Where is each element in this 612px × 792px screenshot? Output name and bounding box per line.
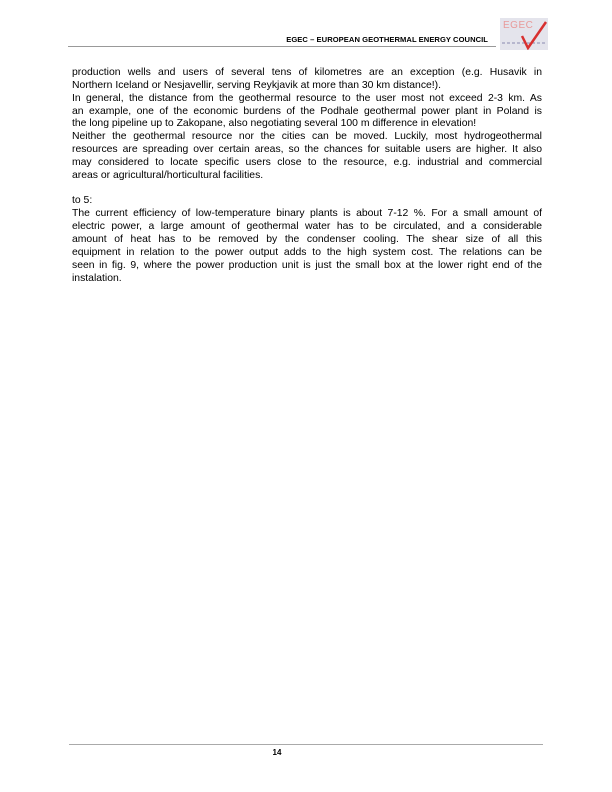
page-number: 14: [272, 748, 282, 757]
paragraph: [72, 131, 542, 182]
text-line: to 5:: [72, 195, 93, 207]
text-line: The current efficiency of low-temperature binary plants is about 7-12 %. For a small amount of: [72, 208, 542, 220]
section-label: [72, 195, 542, 208]
footer-rule: [69, 744, 543, 745]
checkmark-icon: [500, 18, 548, 50]
text-line: areas or agricultural/horticultural facilities.: [72, 169, 264, 181]
text-line: production wells and users of several tens of kilometres are an exception (e.g. Husavik in: [72, 67, 542, 78]
paragraph: [72, 67, 542, 93]
paragraph: [72, 208, 542, 285]
logo-text: EGEC: [503, 20, 534, 31]
header-title: EGEC – EUROPEAN GEOTHERMAL ENERGY COUNCIL: [286, 35, 488, 44]
egec-logo: [500, 18, 548, 50]
text-line: electric power, a large amount of geothermal water has to be circulated, and a considerable: [72, 221, 542, 233]
text-line: may considered to locate specific users close to the resource, e.g. industrial and commercial: [72, 156, 542, 168]
text-line: amount of heat has to be removed by the condenser cooling. The shear size of all this: [72, 233, 542, 245]
text-line: the long pipeline up to Zakopane, also negotiating several 100 m difference in elevation!: [72, 118, 477, 130]
text-line: resources are spreading over certain areas, so the chances for suitable users are higher. It also: [72, 144, 542, 156]
text-line: an example, one of the economic burdens of the Podhale geothermal power plant in Poland is: [72, 105, 542, 117]
text-line: instalation.: [72, 272, 122, 284]
text-line: equipment in relation to the power output adds to the high system cost. The relations can be: [72, 246, 542, 258]
header-rule: [68, 46, 496, 47]
text-line: seen in fig. 9, where the power production unit is just the small box at the lower right end of the: [72, 259, 542, 271]
body-text: [72, 67, 542, 285]
text-line: Northern Iceland or Nesjavellir, serving Reykjavik at more than 30 km distance!).: [72, 79, 442, 91]
paragraph: [72, 93, 542, 132]
text-line: Neither the geothermal resource nor the cities can be moved. Luckily, most hydrogeothermal: [72, 131, 542, 143]
text-line: In general, the distance from the geothermal resource to the user most not exceed 2-3 km. As: [72, 92, 542, 104]
